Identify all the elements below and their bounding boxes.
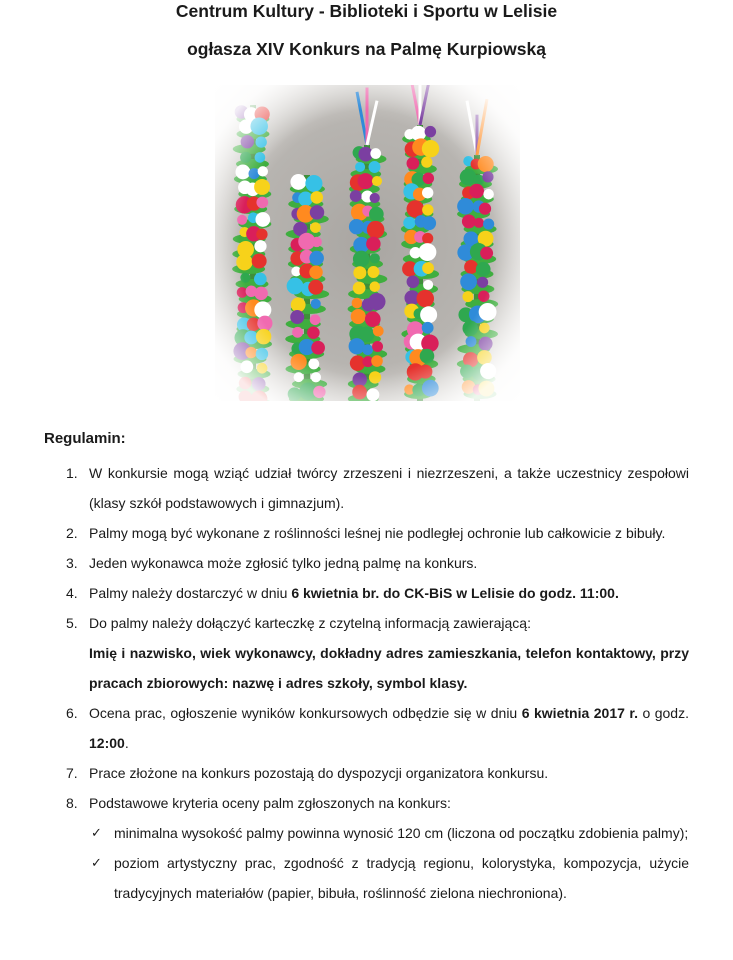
criteria-item xyxy=(91,848,689,908)
palm-illustration xyxy=(215,85,520,401)
rule-text-plain: Do palmy należy dołączyć karteczkę z czytelną informacją zawierającą: xyxy=(89,615,531,631)
delivery-deadline: 6 kwietnia br. do CK-BiS w Lelisie do godz. 11:00. xyxy=(291,585,619,601)
rule-number: 6. xyxy=(66,705,78,721)
rule-text-plain: o godz. xyxy=(637,705,689,721)
rule-text-plain: Ocena prac, ogłoszenie wyników konkursowych odbędzie się w dniu xyxy=(89,705,522,721)
required-info: Imię i nazwisko, wiek wykonawcy, dokładny adres zamieszkania, telefon kontaktowy, przy pracach zbiorowych: nazwę i adres szkoły, symbol klasy. xyxy=(89,645,689,691)
checkmark-icon: ✓ xyxy=(91,855,102,870)
rule-text-plain: . xyxy=(124,735,129,751)
rule-text-plain: Palmy należy dostarczyć w dniu xyxy=(89,585,292,601)
rule-item xyxy=(0,578,733,608)
rule-item xyxy=(0,698,733,758)
rules-list xyxy=(0,458,733,908)
evaluation-date: 6 kwietnia 2017 r. xyxy=(521,705,638,721)
rule-number: 7. xyxy=(66,765,78,781)
rule-item xyxy=(0,758,733,788)
criteria-text: minimalna wysokość palmy powinna wynosić 120 cm (liczona od początku zdobienia palmy); xyxy=(114,825,689,841)
rule-number: 2. xyxy=(66,525,78,541)
criteria-item xyxy=(91,818,689,848)
rule-number: 3. xyxy=(66,555,78,571)
rule-text: Jeden wykonawca może zgłosić tylko jedną palmę na konkurs. xyxy=(89,555,478,571)
criteria-text: poziom artystyczny prac, zgodność z tradycją regionu, kolorystyka, kompozycja, użycie tradycyjnych materiałów (papier, bibuła, roślinność zielona niechroniona). xyxy=(114,855,689,901)
header-line-1: Centrum Kultury - Biblioteki i Sportu w Lelisie xyxy=(175,1,558,21)
rule-text xyxy=(89,698,689,758)
header-line-2: ogłasza XIV Konkurs na Palmę Kurpiowską xyxy=(187,39,546,59)
rule-text: Prace złożone na konkurs pozostają do dyspozycji organizatora konkursu. xyxy=(89,765,549,781)
evaluation-time: 12:00 xyxy=(89,735,125,751)
rule-text-plain: Podstawowe kryteria oceny palm zgłoszonych na konkurs: xyxy=(89,795,451,811)
rule-item xyxy=(0,548,733,578)
rule-text xyxy=(89,608,689,698)
rule-item xyxy=(0,458,733,518)
rule-number: 8. xyxy=(66,795,78,811)
rule-item xyxy=(0,788,733,908)
rule-text: W konkursie mogą wziąć udział twórcy zrzeszeni i niezrzeszeni, a także uczestnicy zespołowi (klasy szkół podstawowych i gimnazjum). xyxy=(89,465,689,511)
rule-number: 5. xyxy=(66,615,78,631)
rule-number: 4. xyxy=(66,585,78,601)
rule-item xyxy=(0,518,733,548)
rule-text xyxy=(89,788,689,908)
rule-number: 1. xyxy=(66,465,78,481)
criteria-list xyxy=(89,818,689,908)
section-title: Regulamin: xyxy=(44,430,126,447)
checkmark-icon: ✓ xyxy=(91,825,102,840)
palm-photo xyxy=(215,85,520,401)
rule-item xyxy=(0,608,733,698)
rule-text xyxy=(89,578,689,608)
rule-text: Palmy mogą być wykonane z roślinności leśnej nie podległej ochronie lub całkowicie z bibuły. xyxy=(89,525,666,541)
